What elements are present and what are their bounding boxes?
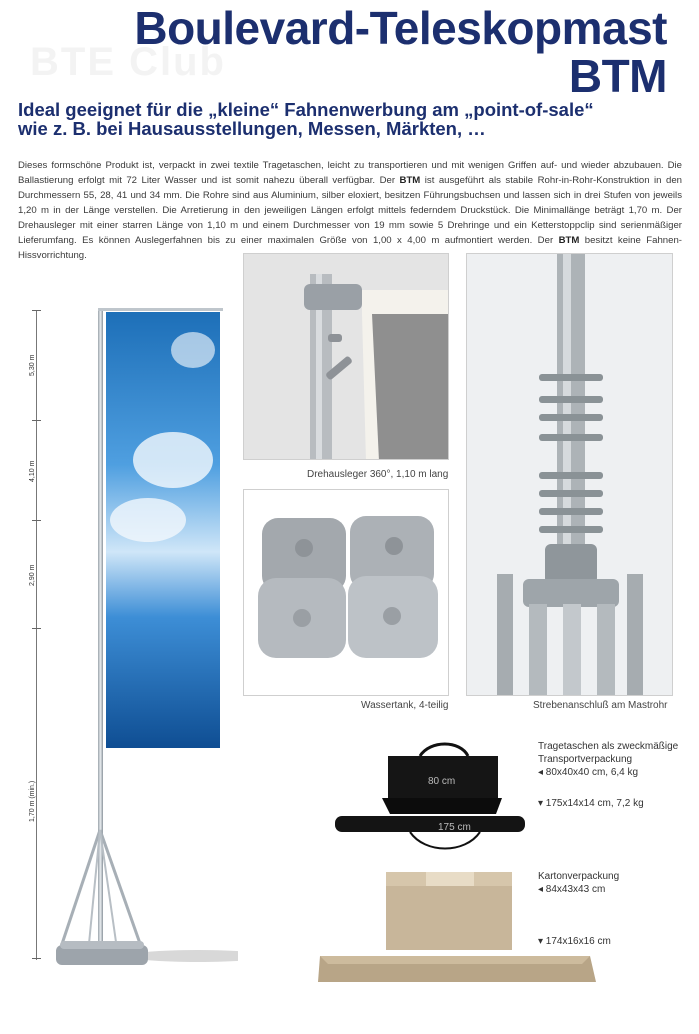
description-part-3: besitzt keine Fahnen-Hissvorrichtung. xyxy=(18,235,682,261)
bags-title-2: Transportverpackung xyxy=(538,754,633,765)
description-part-1: Dieses formschöne Produkt ist, verpackt in zwei textile Tragetaschen, leicht zu transportieren und mit wenigen Griffen auf- und wieder abzubauen. Die Ballastierung erfolgt mit 72 Liter Wasser und ist somit nahezu überall verfügbar. Der xyxy=(18,160,682,186)
bag1-size-label: 80 cm xyxy=(428,776,456,787)
photo-swivel-arm xyxy=(243,253,449,460)
dimension-label-1-70: 1,70 m (min.) xyxy=(29,780,36,822)
scale-tick xyxy=(32,520,41,521)
caption-swivel-arm: Drehausleger 360°, 1,10 m lang xyxy=(307,469,449,480)
bags-title-1: Tragetaschen als zweckmäßige xyxy=(538,741,679,752)
description-paragraph xyxy=(18,158,682,263)
dimension-label-5-30: 5,30 m xyxy=(29,354,36,376)
height-scale-line xyxy=(36,310,37,960)
scale-tick xyxy=(32,420,41,421)
title-line-2: BTM xyxy=(568,50,667,102)
bag1-spec: ◂ 80x40x40 cm, 6,4 kg xyxy=(538,767,639,778)
bag-illustrations xyxy=(330,738,530,858)
photo-water-tank xyxy=(243,489,449,696)
box-description xyxy=(538,870,619,896)
flag-mast-illustration xyxy=(48,290,238,990)
caption-strut-connection: Strebenanschluß am Mastrohr xyxy=(533,700,668,711)
subtitle-line-1: Ideal geeignet für die „kleine“ Fahnenwerbung am „point-of-sale“ xyxy=(18,99,594,120)
box2-spec: ▾ 174x16x16 cm xyxy=(538,936,611,947)
box1-spec: ◂ 84x43x43 cm xyxy=(538,884,606,895)
caption-water-tank: Wassertank, 4-teilig xyxy=(361,700,449,711)
bags-description xyxy=(538,740,678,779)
scale-tick xyxy=(32,628,41,629)
dimension-label-4-10: 4,10 m xyxy=(29,460,36,482)
bag2-spec: ▾ 175x14x14 cm, 7,2 kg xyxy=(538,798,644,809)
scale-tick xyxy=(32,310,41,311)
subtitle xyxy=(18,100,678,138)
ghost-watermark: BTE Club xyxy=(30,40,226,84)
photo-strut-connection xyxy=(466,253,673,696)
box-title: Kartonverpackung xyxy=(538,871,620,882)
description-part-2: ist ausgeführt als stabile Rohr-in-Rohr-Konstruktion in den Durchmessern 55, 28, 41 und 34 mm. Die Rohre sind aus Aluminium, silber eloxiert, besitzen Führungsbuchsen und lassen sich in drei Stufen von jeweils 1,20 m in der Länge verstellen. Die Arretierung in den jeweiligen Längen erfolgt mittels federndem Druckstück. Die Minimallänge beträgt 1,70 m. Der Drehausleger mit einer starren Länge von 1,10 m und einem Durchmesser von 19 mm sowie 5 Drehringe und ein Ketterstoppclip sind serienmäßiger Lieferumfang. Es können Auslegerfahnen bis zu einer maximalen Größe von 1,00 x 4,00 m aufmontiert werden. Der xyxy=(18,175,682,246)
scale-tick xyxy=(32,958,41,959)
page-title xyxy=(134,4,667,100)
description-bold-1: BTM xyxy=(399,175,421,186)
dimension-label-2-90: 2,90 m xyxy=(29,564,36,586)
description-bold-2: BTM xyxy=(558,235,580,246)
title-line-1: Boulevard-Teleskopmast xyxy=(134,2,667,54)
subtitle-line-2: wie z. B. bei Hausausstellungen, Messen, Märkten, … xyxy=(18,118,486,139)
bag2-size-label: 175 cm xyxy=(438,822,471,833)
